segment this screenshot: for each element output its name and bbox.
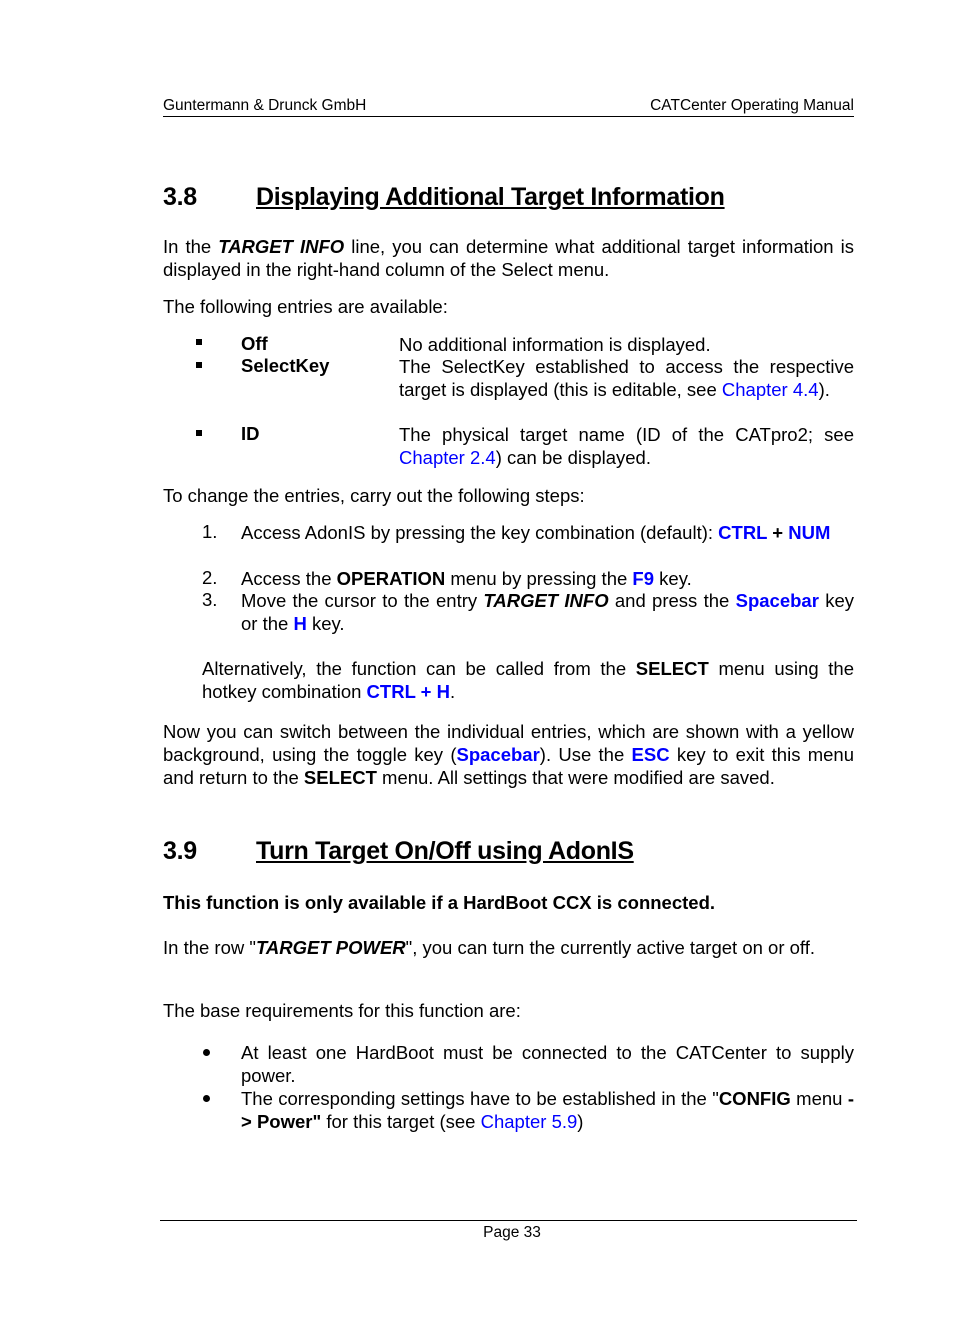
entry-desc-id: The physical target name (ID of the CATpro2; see Chapter 2.4) can be displayed.: [399, 424, 854, 468]
chapter-2-4-link[interactable]: Chapter 2.4: [399, 447, 496, 468]
alternative-paragraph: Alternatively, the function can be called from the SELECT menu using the hotkey combination CTRL + H.: [202, 658, 854, 702]
step-3: Move the cursor to the entry TARGET INFO and press the Spacebar key or the H key.: [241, 590, 854, 634]
bullet-square-icon: [196, 430, 202, 436]
step-1: Access AdonIS by pressing the key combination (default): CTRL + NUM: [241, 522, 831, 543]
spacebar-key: Spacebar: [735, 590, 819, 611]
step-number: 2.: [202, 567, 218, 588]
requirements-intro: The base requirements for this function are:: [163, 1000, 521, 1021]
entry-term-off: Off: [241, 333, 268, 354]
section-number: 3.8: [163, 183, 197, 211]
f9-key: F9: [632, 568, 655, 589]
operation-menu-term: OPERATION: [336, 568, 446, 589]
esc-key: ESC: [631, 744, 670, 765]
step-2: Access the OPERATION menu by pressing the F9 key.: [241, 568, 692, 589]
toggle-paragraph: Now you can switch between the individual entries, which are shown with a yellow background, using the toggle key (Spacebar). Use the ESC key to exit this menu and return to the SELECT menu. All settings that were modified are saved.: [163, 721, 854, 788]
num-key: NUM: [788, 522, 831, 543]
step-number: 3.: [202, 589, 218, 610]
bullet-square-icon: [196, 339, 202, 345]
entry-term-selectkey: SelectKey: [241, 355, 330, 376]
bullet-dot-icon: [203, 1095, 210, 1102]
entry-desc-off: No additional information is displayed.: [399, 334, 711, 355]
ctrl-key: CTRL: [718, 522, 768, 543]
entries-intro: The following entries are available:: [163, 296, 448, 317]
page-number: Page 33: [483, 1224, 541, 1241]
page-header: [163, 97, 854, 117]
spacebar-key: Spacebar: [456, 744, 540, 765]
target-info-term: TARGET INFO: [483, 590, 609, 611]
chapter-5-9-link[interactable]: Chapter 5.9: [480, 1111, 578, 1132]
bullet-dot-icon: [203, 1049, 210, 1056]
target-power-paragraph: In the row "TARGET POWER", you can turn the currently active target on or off.: [163, 937, 816, 958]
target-info-term: TARGET INFO: [218, 236, 345, 257]
section-title: Displaying Additional Target Information: [256, 183, 725, 211]
hardboot-note: This function is only available if a HardBoot CCX is connected.: [163, 892, 716, 913]
steps-intro: To change the entries, carry out the following steps:: [163, 485, 585, 506]
header-company: Guntermann & Drunck GmbH: [163, 97, 367, 114]
ctrl-h-key: CTRL + H: [366, 681, 450, 702]
section-number: 3.9: [163, 837, 197, 865]
step-number: 1.: [202, 521, 218, 542]
section-title: Turn Target On/Off using AdonIS: [256, 837, 634, 865]
chapter-4-4-link[interactable]: Chapter 4.4: [721, 379, 819, 400]
bullet-square-icon: [196, 362, 202, 368]
section-heading-3-8: [163, 183, 854, 215]
requirement-2: The corresponding settings have to be established in the "CONFIG menu -> Power" for this target (see Chapter 5.9): [241, 1088, 854, 1132]
header-manual-title: CATCenter Operating Manual: [650, 97, 854, 114]
section-heading-3-9: [163, 837, 854, 869]
entry-term-id: ID: [241, 423, 260, 444]
requirement-1: At least one HardBoot must be connected to the CATCenter to supply power.: [241, 1042, 854, 1086]
h-key: H: [293, 613, 307, 634]
target-power-term: TARGET POWER: [255, 937, 406, 958]
entry-desc-selectkey: The SelectKey established to access the respective target is displayed (this is editable, see Chapter 4.4).: [399, 356, 854, 400]
footer-divider: [160, 1220, 857, 1221]
intro-paragraph: In the TARGET INFO line, you can determine what additional target information is displayed in the right-hand column of the Select menu.: [163, 236, 854, 280]
